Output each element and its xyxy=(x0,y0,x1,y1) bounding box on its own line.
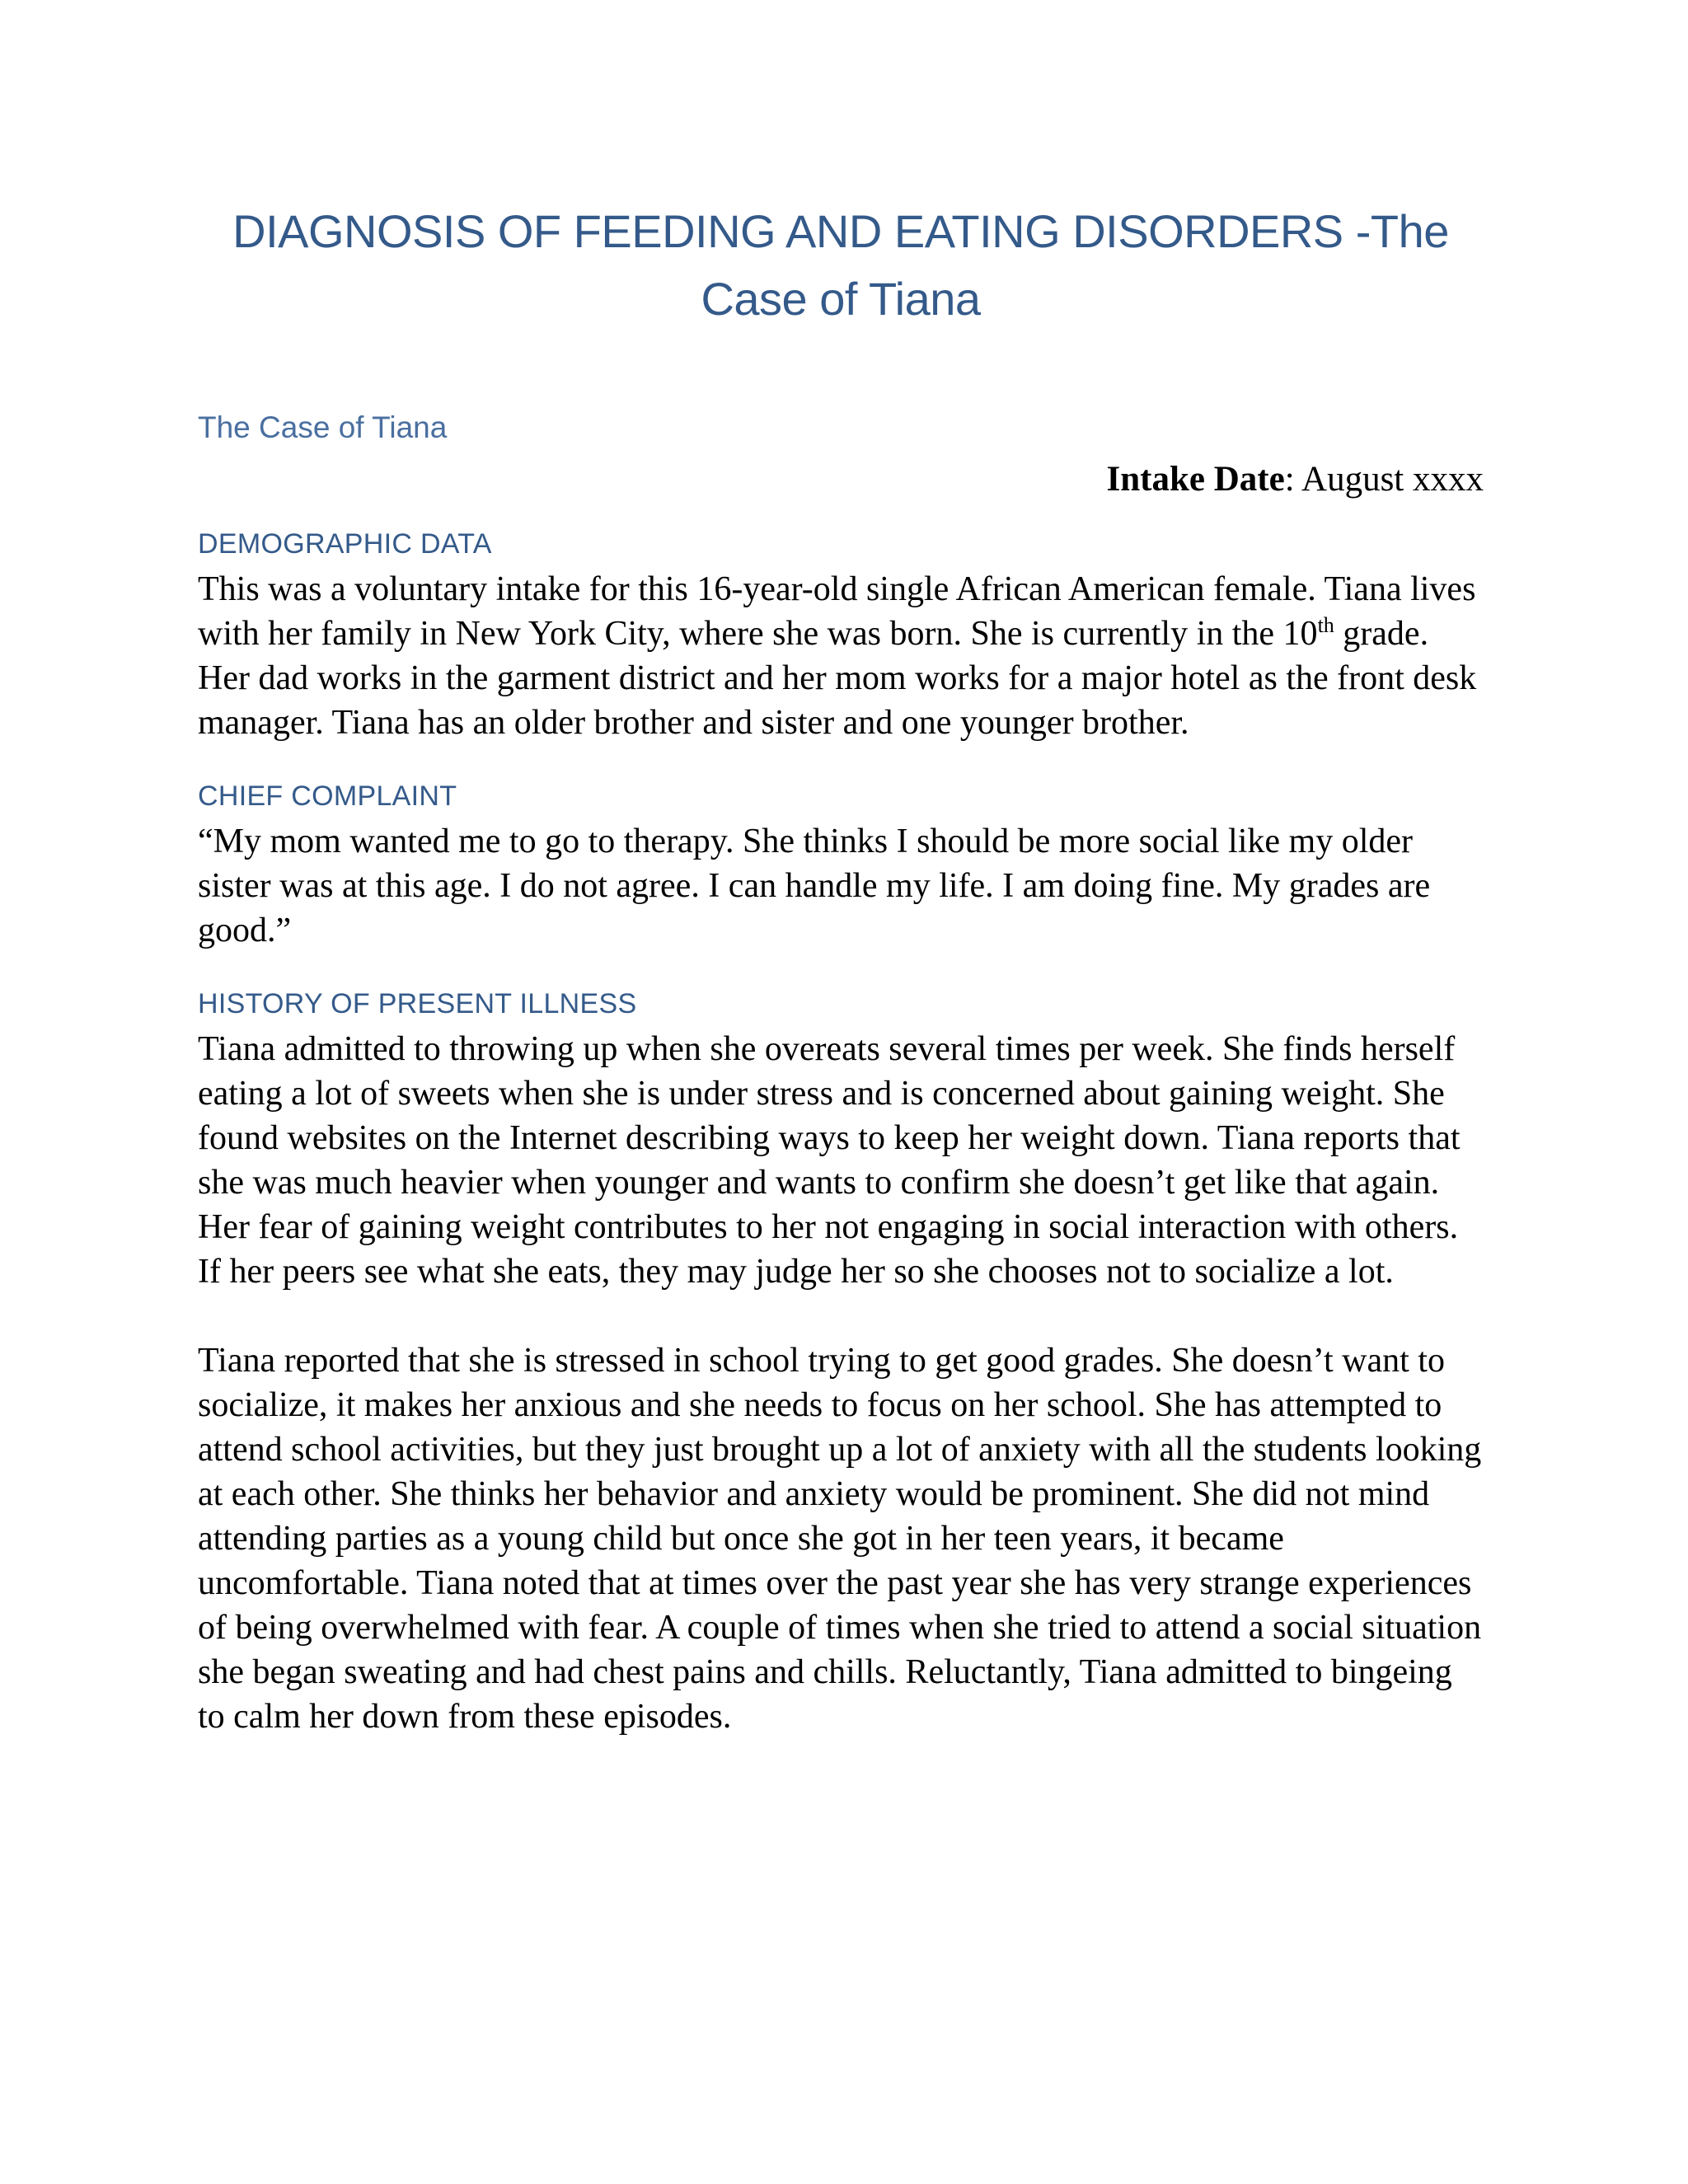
section-heading-history: HISTORY OF PRESENT ILLNESS xyxy=(198,988,637,1019)
section-heading-chief-complaint: CHIEF COMPLAINT xyxy=(198,780,457,812)
document-title: DIAGNOSIS OF FEEDING AND EATING DISORDERS -The Case of Tiana xyxy=(232,205,1449,325)
document-subtitle: The Case of Tiana xyxy=(198,410,448,444)
intake-date-line xyxy=(198,455,1484,504)
chief-complaint-paragraph: “My mom wanted me to go to therapy. She thinks I should be more social like my older sister was at this age. I do not agree. I can handle my life. I am doing fine. My grades are good.” xyxy=(198,823,1431,949)
demographic-text-part-1: This was a voluntary intake for this 16-year-old single African American female. Tiana lives with her family in New York City, where she was born. She is currently in the 10 xyxy=(198,570,1476,653)
intake-date-separator: : xyxy=(1284,460,1302,499)
ordinal-superscript: th xyxy=(1317,613,1334,637)
intake-date-value: August xxxx xyxy=(1301,460,1484,499)
section-heading-demographic: DEMOGRAPHIC DATA xyxy=(198,528,492,560)
section-history-present-illness xyxy=(198,986,1484,1739)
demographic-paragraph xyxy=(198,567,1484,745)
history-paragraph-2: Tiana reported that she is stressed in school trying to get good grades. She doesn’t want to socialize, it makes her anxious and she needs to focus on her school. She has attempted to attend school activities, but they just brought up a lot of anxiety with all the students looking at each other. She thinks her behavior and anxiety would be prominent. She did not mind attending parties as a young child but once she got in her teen years, it became uncomfortable. Tiana noted that at times over the past year she has very strange experiences of being overwhelmed with fear. A couple of times when she tried to attend a social situation she began sweating and had chest pains and chills. Reluctantly, Tiana admitted to bingeing to calm her down from these episodes. xyxy=(198,1342,1482,1736)
history-paragraph-1: Tiana admitted to throwing up when she overeats several times per week. She finds herself eating a lot of sweets when she is under stress and is concerned about gaining weight. She found websites on the Internet describing ways to keep her weight down. Tiana reports that she was much heavier when younger and wants to confirm she doesn’t get like that again. Her fear of gaining weight contributes to her not engaging in social interaction with others. If her peers see what she eats, they may judge her so she chooses not to socialize a lot. xyxy=(198,1030,1461,1291)
section-chief-complaint xyxy=(198,778,1484,953)
intake-date-label: Intake Date xyxy=(1106,460,1285,499)
demographic-text-part-2: grade. Her dad works in the garment district and her mom works for a major hotel as the front desk manager. Tiana has an older brother and sister and one younger brother. xyxy=(198,615,1477,742)
document-content xyxy=(198,198,1484,1739)
section-demographic-data xyxy=(198,526,1484,745)
